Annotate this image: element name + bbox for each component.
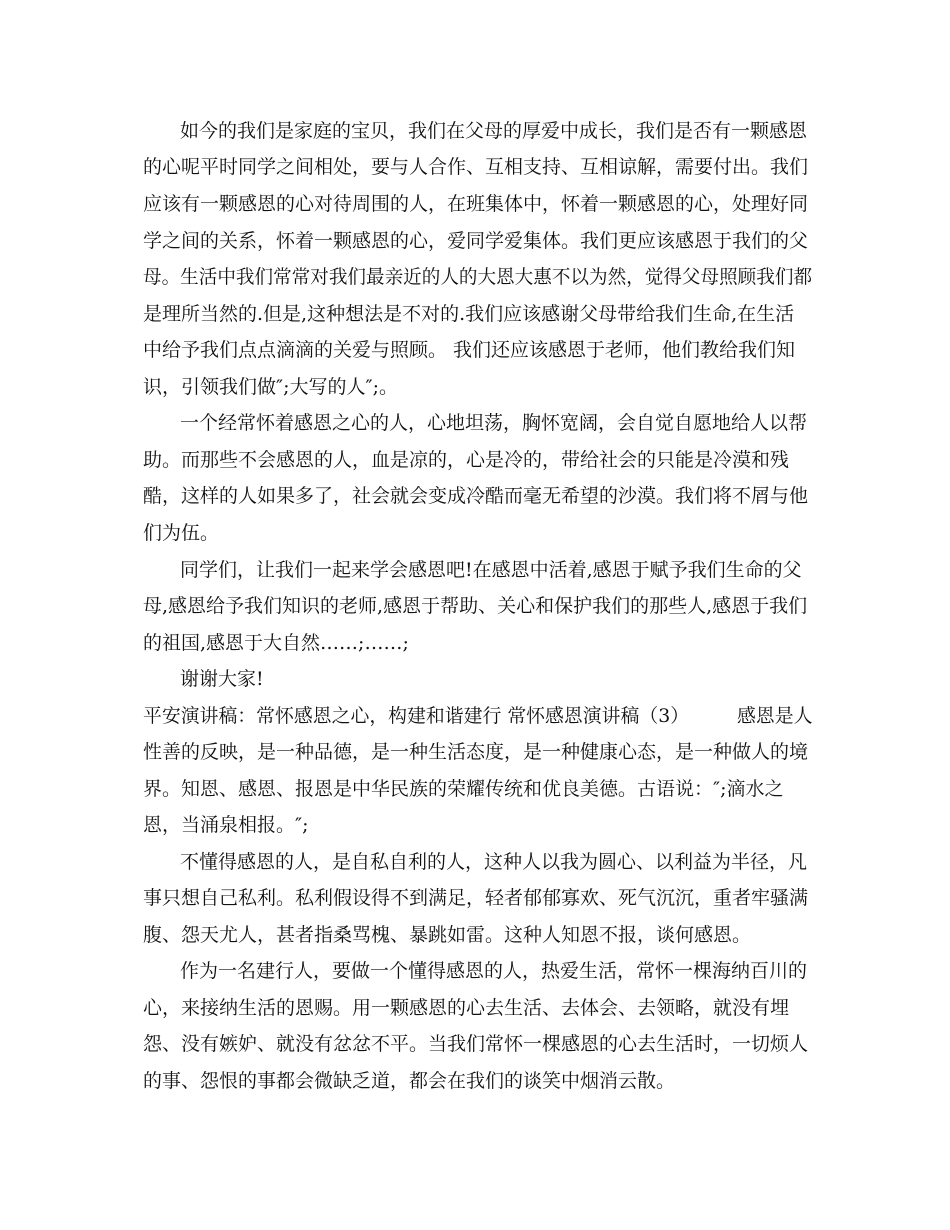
text-line: 的心呢平时同学之间相处，要与人合作、互相支持、互相谅解，需要付出。我们: [143, 156, 809, 178]
text-line: 们为伍。: [143, 522, 220, 544]
text-line: 中给予我们点点滴滴的关爱与照顾。 我们还应该感恩于老师，他们教给我们知: [143, 339, 796, 361]
text-line: 不懂得感恩的人，是自私自利的人，这种人以我为圆心、以利益为半径，凡: [180, 851, 808, 873]
text-line: 应该有一颗感恩的心对待周围的人，在班集体中，怀着一颗感恩的心，处理好同: [143, 193, 809, 215]
text-line: 一个经常怀着感恩之心的人，心地坦荡，胸怀宽阔，会自觉自愿地给人以帮: [180, 412, 808, 434]
text-line: 心，来接纳生活的恩赐。用一颗感恩的心去生活、去体会、去领略，就没有埋: [143, 997, 790, 1019]
text-line: 性善的反映，是一种品德，是一种生活态度，是一种健康心态，是一种做人的境: [143, 741, 809, 763]
text-line: 是理所当然的.但是,这种想法是不对的.我们应该感谢父母带给我们生命,在生活: [143, 303, 795, 325]
text-line: 母。生活中我们常常对我们最亲近的人的大恩大惠不以为然，觉得父母照顾我们都: [143, 266, 813, 288]
text-line: 恩，当涌泉相报。″;: [143, 814, 309, 836]
text-line: 同学们，让我们一起来学会感恩吧!在感恩中活着,感恩于赋予我们生命的父: [180, 559, 802, 581]
text-line: 学之间的关系，怀着一颗感恩的心，爱同学爱集体。我们更应该感恩于我们的父: [143, 230, 809, 252]
text-line: 事只想自己私利。私利假设得不到满足，轻者郁郁寡欢、死气沉沉，重者牢骚满: [143, 887, 809, 909]
text-line: 识，引领我们做″;大写的人″;。: [143, 376, 398, 398]
text-line: 平安演讲稿：常怀感恩之心，构建和谐建行 常怀感恩演讲稿（3） 感恩是人: [143, 705, 813, 727]
text-line: 的事、怨恨的事都会微缺乏道，都会在我们的谈笑中烟消云散。: [143, 1070, 676, 1092]
text-line: 助。而那些不会感恩的人，血是凉的，心是冷的，带给社会的只能是冷漠和残: [143, 449, 790, 471]
text-line: 腹、怨天尤人，甚者指桑骂槐、暴跳如雷。这种人知恩不报，谈何感恩。: [143, 924, 752, 946]
text-line: 母,感恩给予我们知识的老师,感恩于帮助、关心和保护我们的那些人,感恩于我们: [143, 595, 808, 617]
text-line: 如今的我们是家庭的宝贝，我们在父母的厚爱中成长，我们是否有一颗感恩: [180, 120, 808, 142]
text-line: 界。知恩、感恩、报恩是中华民族的荣耀传统和优良美德。古语说：″;滴水之: [143, 778, 784, 800]
text-line: 酷，这样的人如果多了，社会就会变成冷酷而毫无希望的沙漠。我们将不屑与他: [143, 485, 809, 507]
text-line: 作为一名建行人，要做一个懂得感恩的人，热爱生活，常怀一棵海纳百川的: [180, 960, 808, 982]
text-line: 怨、没有嫉妒、就没有忿忿不平。当我们常怀一棵感恩的心去生活时，一切烦人: [143, 1033, 809, 1055]
text-line: 谢谢大家!: [180, 668, 264, 690]
text-line: 的祖国,感恩于大自然……;……;: [143, 632, 409, 654]
